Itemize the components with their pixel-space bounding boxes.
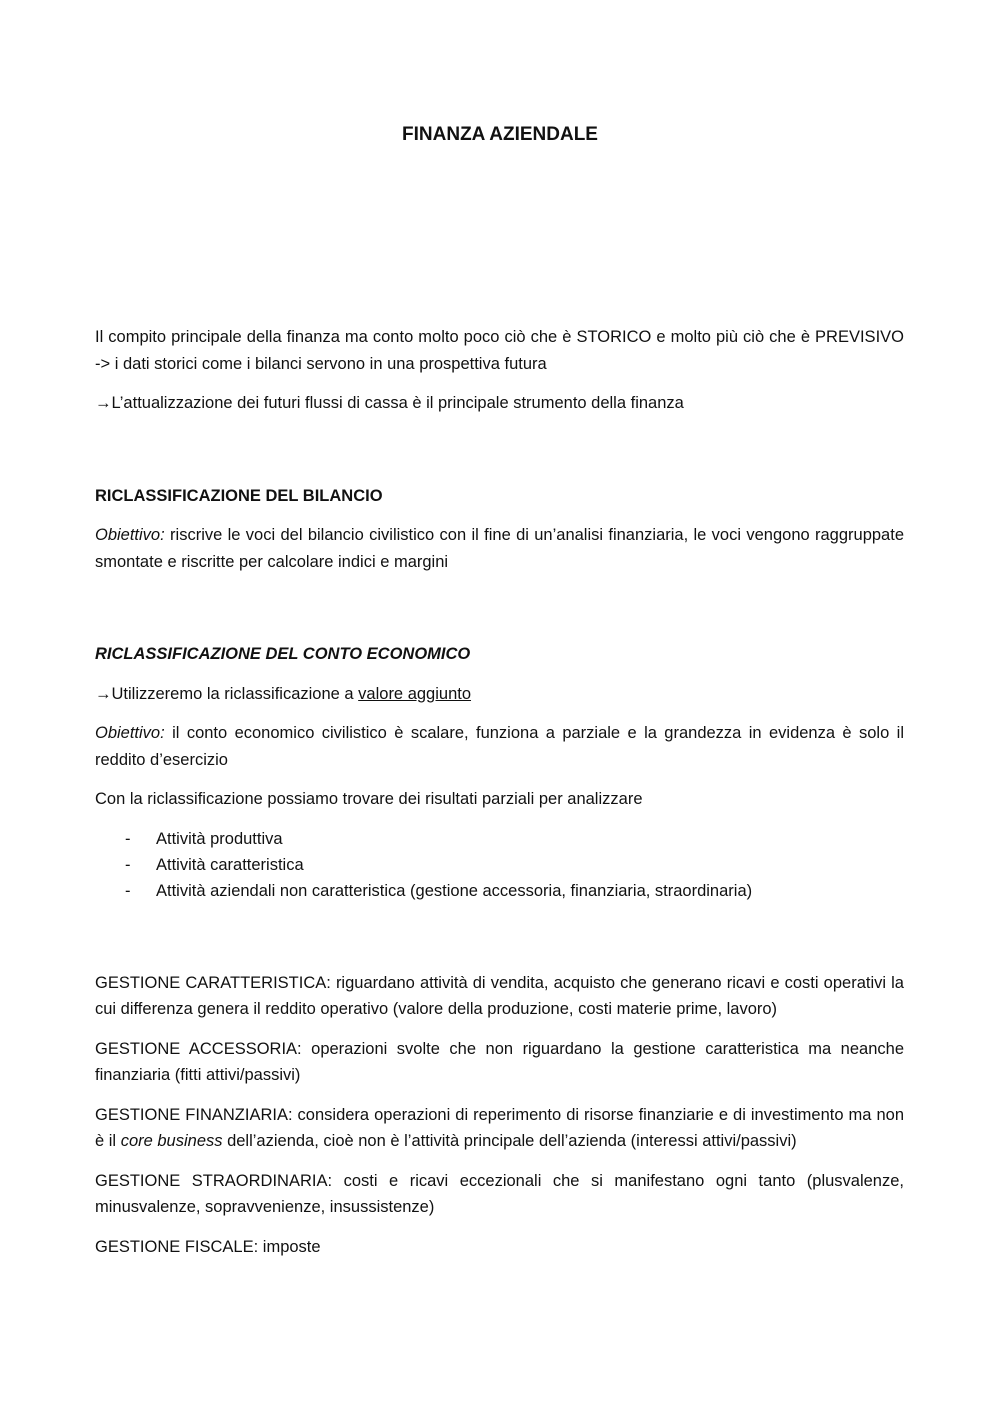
obiettivo-label: Obiettivo: [95,724,165,742]
intro-paragraph: Il compito principale della finanza ma conto molto poco ciò che è STORICO e molto più ciò che è PREVISIVO -> i dati storici come i bilanci servono in una prospettiva futura [95,328,904,373]
valore-aggiunto-prefix: Utilizzeremo la riclassificazione a [111,684,359,703]
spacer [95,588,904,641]
document-body [95,324,904,1273]
heading-riclassificazione-conto-economico: RICLASSIFICAZIONE DEL CONTO ECONOMICO [95,645,471,663]
obiettivo-text: riscrive le voci del bilancio civilistico con il fine di un’analisi finanziaria, le voci vengono raggruppate smontate e riscritte per calcolare indici e margini [95,526,904,571]
list-item-text: Attività produttiva [156,829,283,848]
spacer [95,917,904,970]
list-item [95,852,904,878]
arrow-icon: → [95,394,112,412]
list-item-text: Attività caratteristica [156,855,304,874]
list-item-text: Attività aziendali non caratteristica (gestione accessoria, finanziaria, straordinaria) [156,881,753,900]
gestione-fiscale-paragraph: GESTIONE FISCALE: imposte [95,1237,321,1256]
obiettivo-label: Obiettivo: [95,526,165,544]
heading-riclassificazione-bilancio: RICLASSIFICAZIONE DEL BILANCIO [95,486,383,505]
dash-bullet: - [125,881,131,900]
list-item [95,826,904,852]
gestione-accessoria-paragraph: GESTIONE ACCESSORIA: operazioni svolte che non riguardano la gestione caratteristica ma neanche finanziaria (fitti attivi/passivi) [95,1039,904,1084]
gestione-straordinaria-paragraph: GESTIONE STRAORDINARIA: costi e ricavi eccezionali che si manifestano ogni tanto (plusvalenze, minusvalenze, sopravvenienze, insussistenze) [95,1171,904,1216]
valore-aggiunto-paragraph [95,681,904,708]
arrow-icon: → [95,684,112,703]
obiettivo-text: il conto economico civilistico è scalare, funziona a parziale e la grandezza in evidenza è solo il reddito d’esercizio [95,724,904,769]
gestione-caratteristica-paragraph: GESTIONE CARATTERISTICA: riguardano attività di vendita, acquisto che generano ricavi e costi operativi la cui differenza genera il reddito operativo (valore della produzione, costi materie prime, lavoro) [95,973,904,1018]
attualizzazione-text: L’attualizzazione dei futuri flussi di cassa è il principale strumento della finanza [111,394,684,412]
spacer [95,430,904,483]
core-business-italic: core business [120,1132,223,1150]
dash-bullet: - [125,829,131,848]
parziali-paragraph: Con la riclassificazione possiamo trovare dei risultati parziali per analizzare [95,790,643,808]
document-title: FINANZA AZIENDALE [402,124,598,145]
attualizzazione-paragraph [95,390,904,417]
attivita-list [95,826,904,904]
gestione-finanziaria-text-a: GESTIONE FINANZIARIA: considera operazioni di reperimento di risorse finanziarie e di investimento ma non è il [95,1105,904,1150]
gestione-finanziaria-paragraph [95,1102,904,1155]
obiettivo-bilancio-paragraph [95,522,904,575]
dash-bullet: - [125,855,131,874]
list-item [95,878,904,904]
gestione-finanziaria-text-b: dell’azienda, cioè non è l’attività principale dell’azienda (interessi attivi/passivi) [222,1132,797,1150]
valore-aggiunto-underlined: valore aggiunto [358,684,472,703]
obiettivo-conto-economico-paragraph [95,720,904,773]
